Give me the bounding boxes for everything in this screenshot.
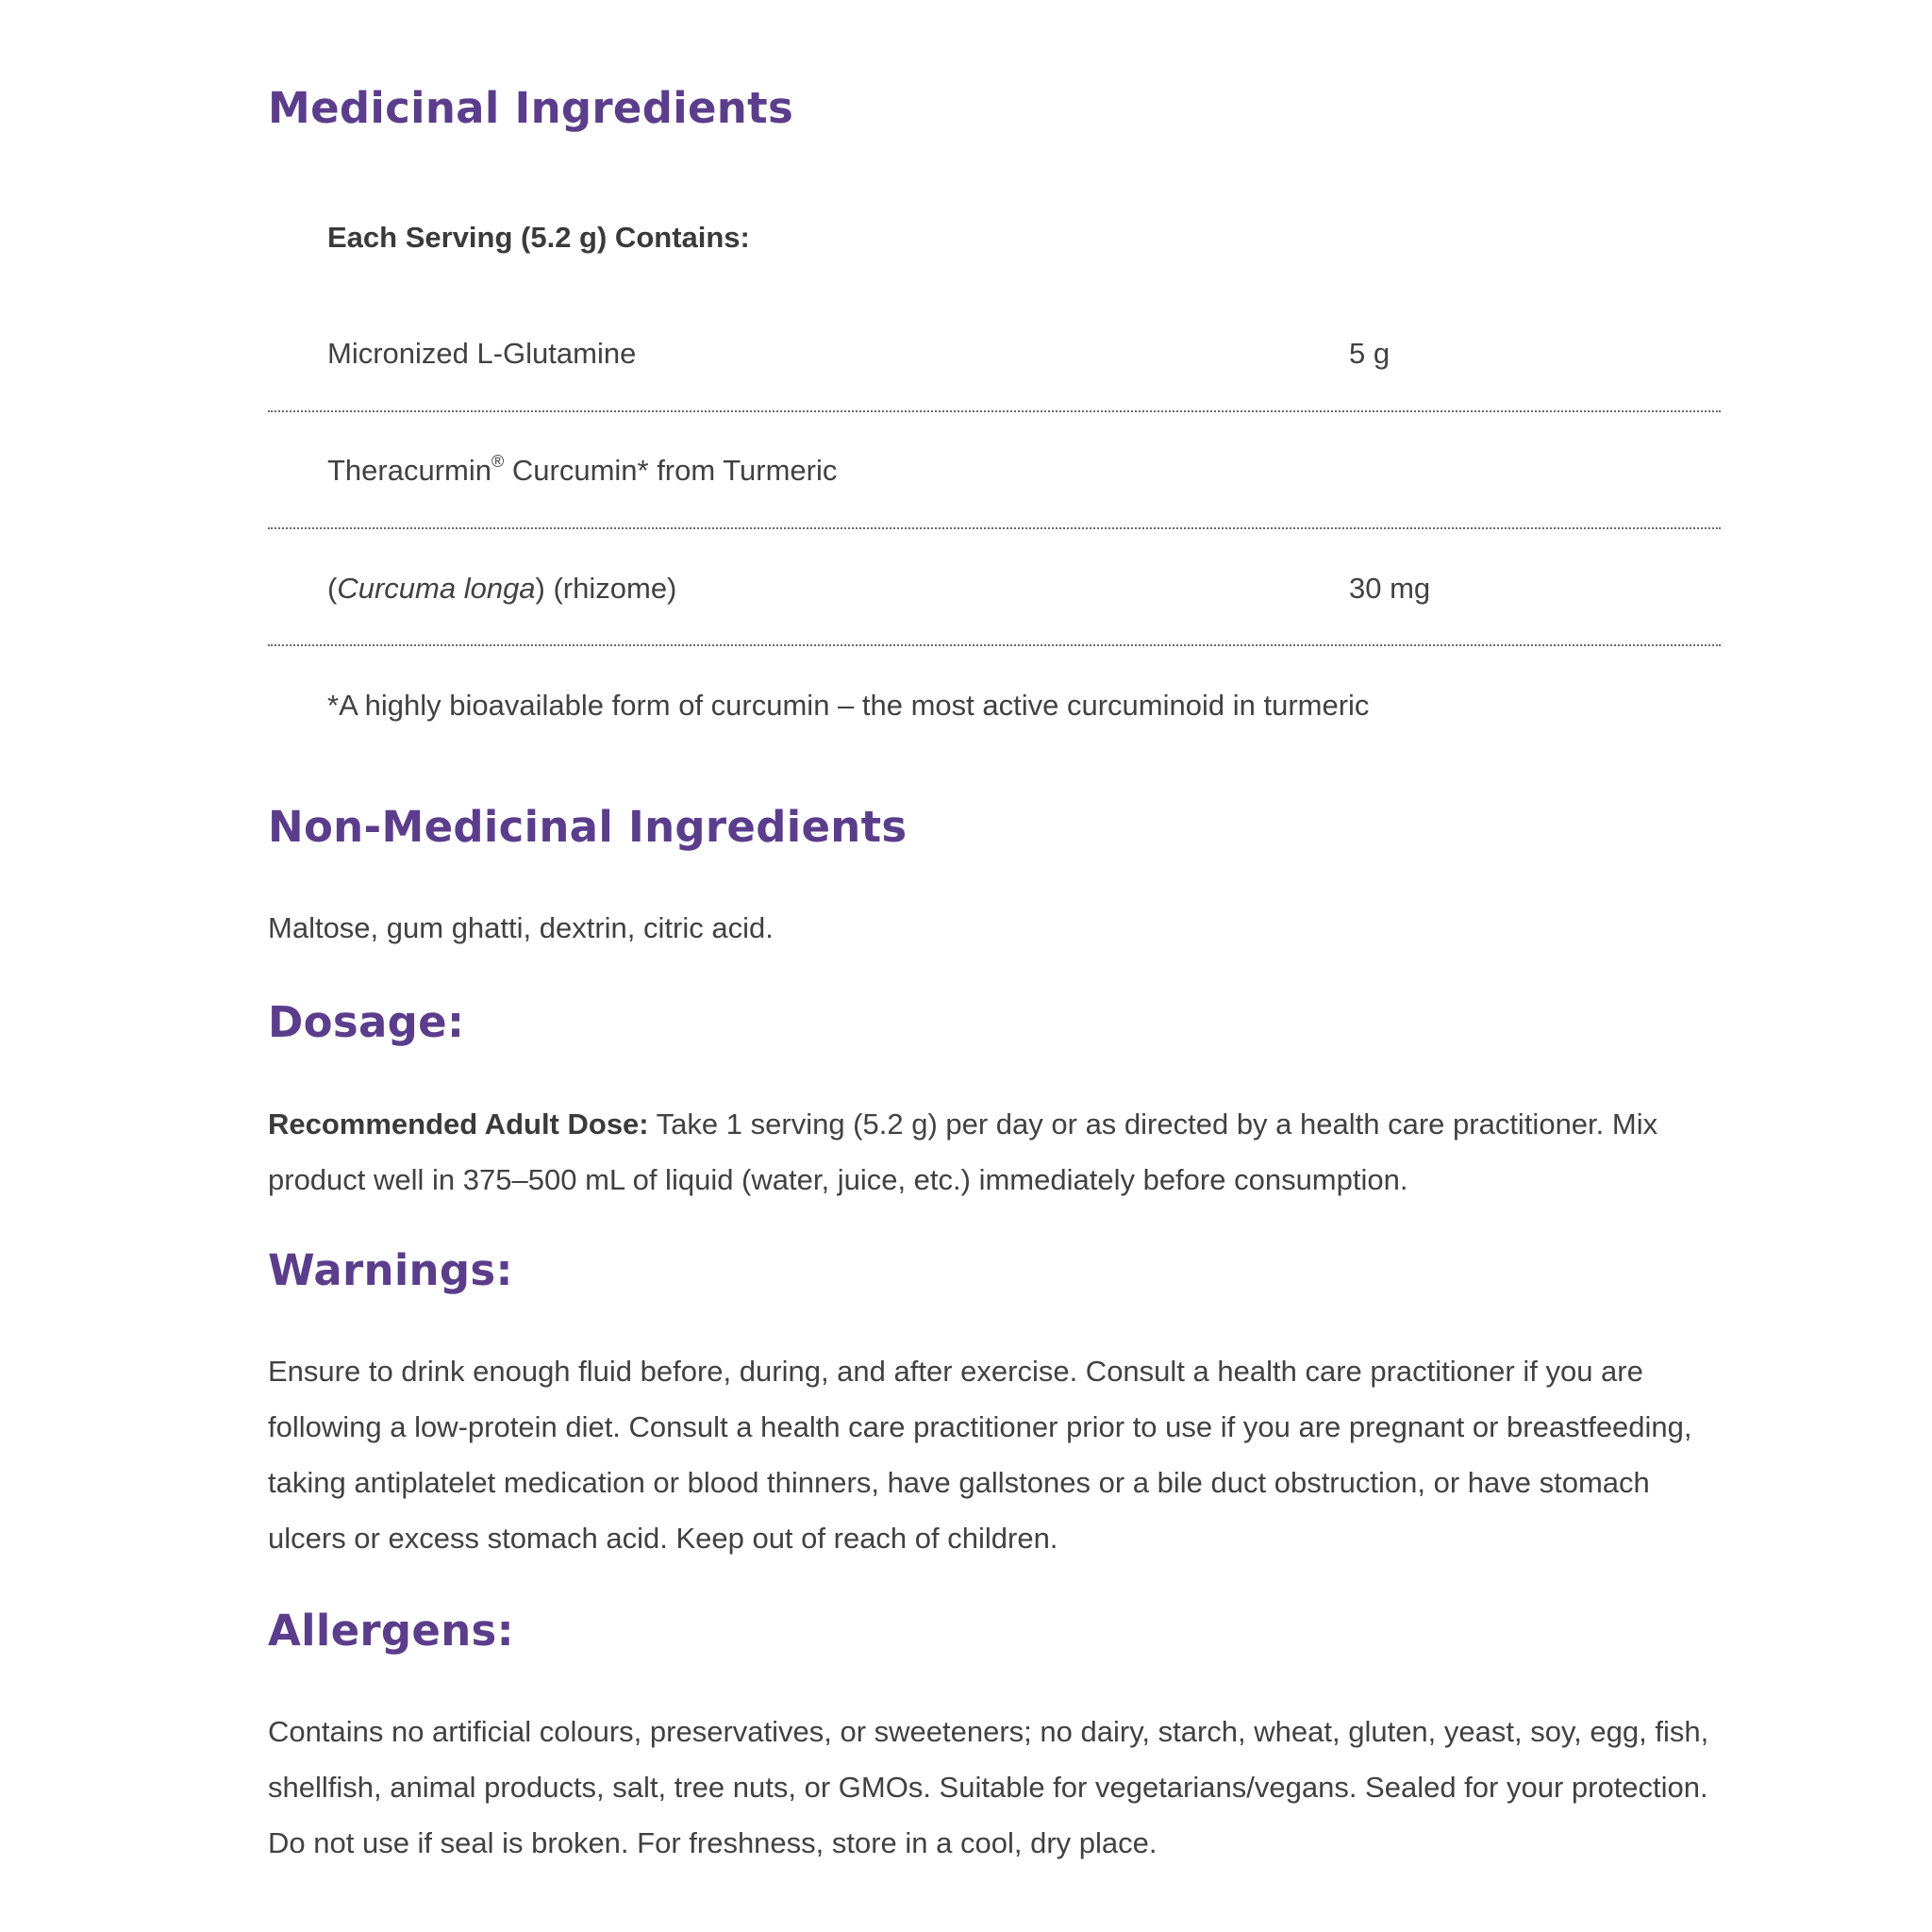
latin-name: Curcuma longa [337, 572, 536, 605]
ingredient-name [327, 572, 676, 606]
medicinal-ingredients-heading: Medicinal Ingredients [268, 83, 794, 133]
dosage-label: Recommended Adult Dose: [268, 1108, 649, 1141]
ingredient-name-text: Theracurmin [327, 454, 491, 487]
ingredient-name-suffix: Curcumin* from Turmeric [504, 454, 838, 487]
dosage-heading: Dosage: [268, 997, 465, 1047]
ingredient-amount: 5 g [1349, 337, 1391, 370]
dosage-text [268, 1096, 1711, 1208]
dosage-body: Take 1 serving (5.2 g) per day or as directed by a health care practitioner. Mix product well in 375–500 mL of liquid (water, juice, etc.) immediately before consumption. [268, 1108, 1658, 1196]
warnings-text: Ensure to drink enough fluid before, during, and after exercise. Consult a health care practitioner if you are following a low-protein diet. Consult a health care practitioner prior to use if you are pregnant or breastfeeding, taking antiplatelet medication or blood thinners, have gallstones or a bile duct obstruction, or have stomach ulcers or excess stomach acid. Keep out of reach of children. [268, 1355, 1692, 1555]
non-medicinal-ingredients-heading: Non-Medicinal Ingredients [268, 802, 908, 852]
row-divider [268, 410, 1721, 412]
row-divider [268, 527, 1721, 529]
allergens-text: Contains no artificial colours, preservatives, or sweeteners; no dairy, starch, wheat, gluten, yeast, soy, egg, fish, shellfish, animal products, salt, tree nuts, or GMOs. Suitable for vegetarians/vegans. Sealed for your protection. Do not use if seal is broken. For freshness, store in a cool, dry place. [268, 1715, 1709, 1859]
ingredient-name [327, 454, 837, 488]
paren-close: ) (rhizome) [535, 572, 677, 605]
ingredient-name-text: Micronized L-Glutamine [327, 337, 637, 370]
row-divider [268, 644, 1721, 646]
ingredient-amount: 30 mg [1349, 572, 1431, 605]
allergens-heading: Allergens: [268, 1606, 514, 1656]
registered-mark: ® [491, 452, 505, 471]
serving-header: Each Serving (5.2 g) Contains: [327, 221, 750, 254]
non-medicinal-text: Maltose, gum ghatti, dextrin, citric acid. [268, 911, 774, 944]
ingredient-name [327, 337, 636, 371]
footnote: *A highly bioavailable form of curcumin – the most active curcuminoid in turmeric [327, 689, 1370, 722]
paren-open: ( [327, 572, 338, 605]
warnings-heading: Warnings: [268, 1245, 513, 1295]
